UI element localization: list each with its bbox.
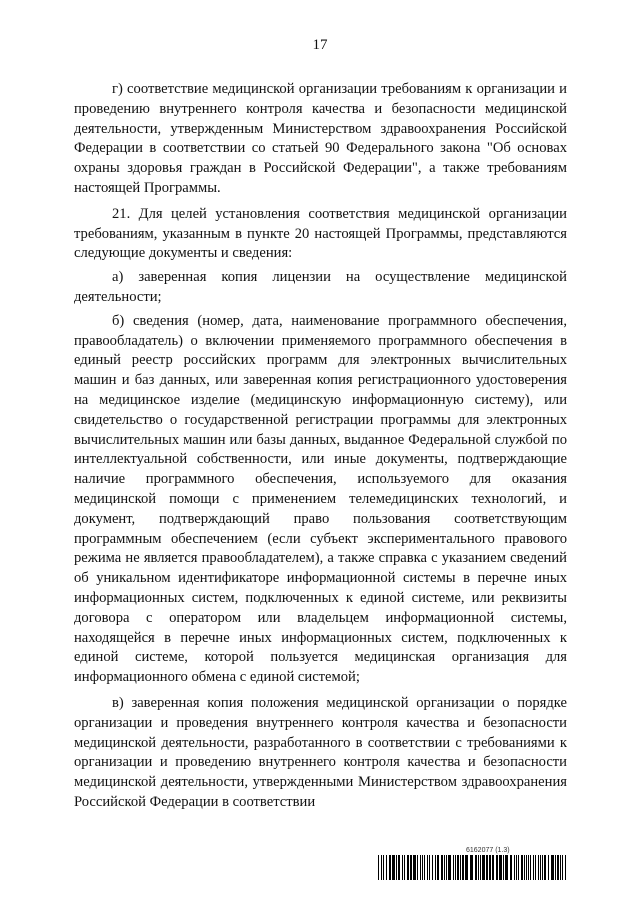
- paragraph-21: 21. Для целей установления соответствия медицинской организации требованиям, указанным в пункте 20 настоящей Программы, представляются следующие документы и сведения:: [74, 205, 567, 262]
- document-code: 6162077 (1.3): [466, 847, 510, 854]
- paragraph-v: в) заверенная копия положения медицинской организации о порядке организации и проведения внутреннего контроля качества и безопасности медицинской деятельности, разработанного в соответствии с требованиями к организации и проведению внутреннего контроля качества и безопасности медицинской деятельности, утвержденными Министерством здравоохранения Российской Федерации в соответствии: [74, 694, 567, 810]
- document-body: [74, 80, 567, 819]
- page-number: 17: [312, 37, 328, 53]
- paragraph-b: б) сведения (номер, дата, наименование программного обеспечения, правообладатель) о включении применяемого программного обеспечения в единый реестр российских программ для электронных вычислительных машин и баз данных, или заверенная копия регистрационного удостоверения на медицинское изделие (медицинскую информационную систему), или свидетельство о государственной регистрации программы для электронных вычислительных машин или базы данных, выданное Федеральной службой по интеллектуальной собственности, или иные документы, подтверждающие наличие программного обеспечения, используемого для оказания медицинской помощи с применением телемедицинских технологий, и документ, подтверждающий право пользования соответствующим программным обеспечением (если субъект экспериментального правового режима не является правообладателем), а также справка с указанием сведений об уникальном идентификаторе информационной системы в перечне иных информационных систем, подключенных к единой системе, или реквизиты договора с оператором или владельцем информационной системы, находящейся в перечне иных информационных систем, подключенных к единой системе, которой пользуется медицинская организация для информационного обмена с единой системой;: [74, 312, 567, 686]
- paragraph-g: г) соответствие медицинской организации требованиям к организации и проведению внутреннего контроля качества и безопасности медицинской деятельности, утвержденным Министерством здравоохранения Российской Федерации в соответствии со статьей 90 Федерального закона "Об основах охраны здоровья граждан в Российской Федерации", а также требованиям настоящей Программы.: [74, 81, 567, 196]
- barcode-icon: [378, 855, 568, 880]
- paragraph-a: а) заверенная копия лицензии на осуществление медицинской деятельности;: [74, 269, 567, 305]
